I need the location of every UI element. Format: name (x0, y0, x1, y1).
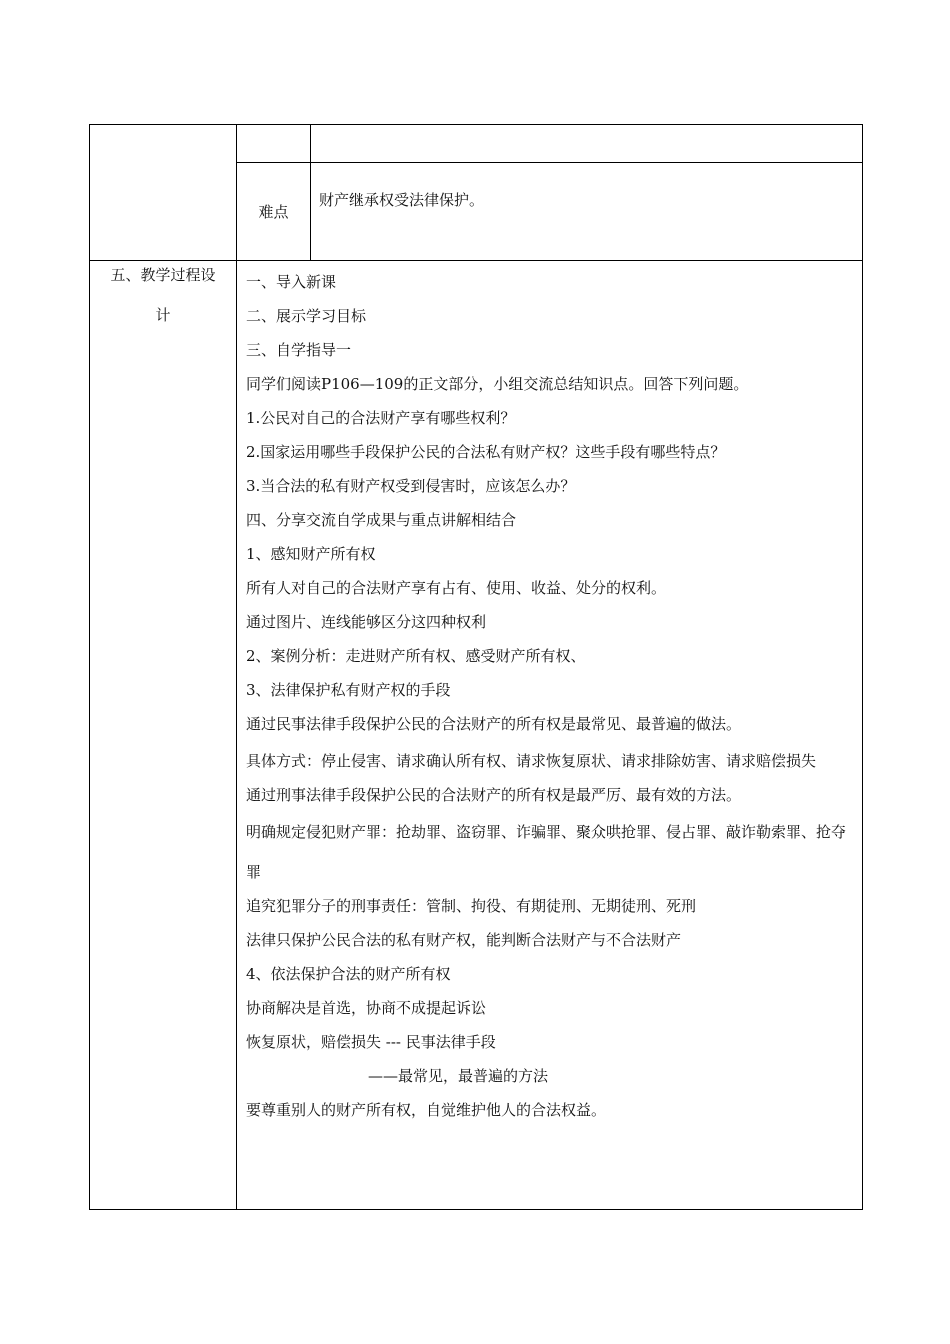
content-line: 明确规定侵犯财产罪：抢劫罪、盗窃罪、诈骗罪、聚众哄抢罪、侵占罪、敲诈勒索罪、抢夺罪 (246, 823, 847, 881)
content-line: 通过刑事法律手段保护公民的合法财产的所有权是最严厉、最有效的方法。 (246, 786, 742, 804)
lesson-plan-table (89, 124, 863, 1210)
content-line: 通过图片、连线能够区分这四种权利 (246, 613, 487, 631)
teaching-process-content (237, 261, 863, 1210)
difficulty-label: 难点 (237, 163, 311, 261)
content-line: 法律只保护公民合法的私有财产权，能判断合法财产与不合法财产 (246, 931, 682, 949)
empty-cell (311, 125, 863, 163)
content-line: 1、感知财产所有权 (246, 545, 376, 563)
content-line: 要尊重别人的财产所有权，自觉维护他人的合法权益。 (246, 1101, 607, 1119)
content-line: 2、案例分析：走进财产所有权、感受财产所有权、 (246, 647, 586, 665)
section-label-line2: 计 (155, 306, 171, 324)
table-row (90, 125, 863, 163)
content-line: 3.当合法的私有财产权受到侵害时，应该怎么办？ (246, 477, 576, 495)
content-line: 同学们阅读P106—109的正文部分，小组交流总结知识点。回答下列问题。 (246, 375, 749, 393)
table-row (90, 261, 863, 1210)
content-line: 二、展示学习目标 (246, 307, 367, 325)
empty-cell (237, 125, 311, 163)
content-line: ——最常见，最普遍的方法 (368, 1067, 549, 1085)
content-line: 2.国家运用哪些手段保护公民的合法私有财产权？这些手段有哪些特点？ (246, 443, 726, 461)
section-label-line1: 五、教学过程设 (110, 266, 216, 284)
content-line: 恢复原状，赔偿损失 --- 民事法律手段 (246, 1033, 496, 1051)
content-line: 1.公民对自己的合法财产享有哪些权利？ (246, 409, 516, 427)
content-line: 一、导入新课 (246, 273, 337, 291)
content-line: 通过民事法律手段保护公民的合法财产的所有权是最常见、最普遍的做法。 (246, 715, 742, 733)
empty-label-cell (90, 125, 237, 261)
difficulty-text: 财产继承权受法律保护。 (311, 163, 863, 261)
content-line: 具体方式：停止侵害、请求确认所有权、请求恢复原状、请求排除妨害、请求赔偿损失 (246, 752, 817, 770)
content-line: 协商解决是首选，协商不成提起诉讼 (246, 999, 487, 1017)
content-line: 所有人对自己的合法财产享有占有、使用、收益、处分的权利。 (246, 579, 667, 597)
content-line: 三、自学指导一 (246, 341, 352, 359)
content-line: 4、依法保护合法的财产所有权 (246, 965, 451, 983)
section-label (90, 261, 237, 1210)
content-line: 四、分享交流自学成果与重点讲解相结合 (246, 511, 517, 529)
content-line: 追究犯罪分子的刑事责任：管制、拘役、有期徒刑、无期徒刑、死刑 (246, 897, 697, 915)
content-line: 3、法律保护私有财产权的手段 (246, 681, 451, 699)
